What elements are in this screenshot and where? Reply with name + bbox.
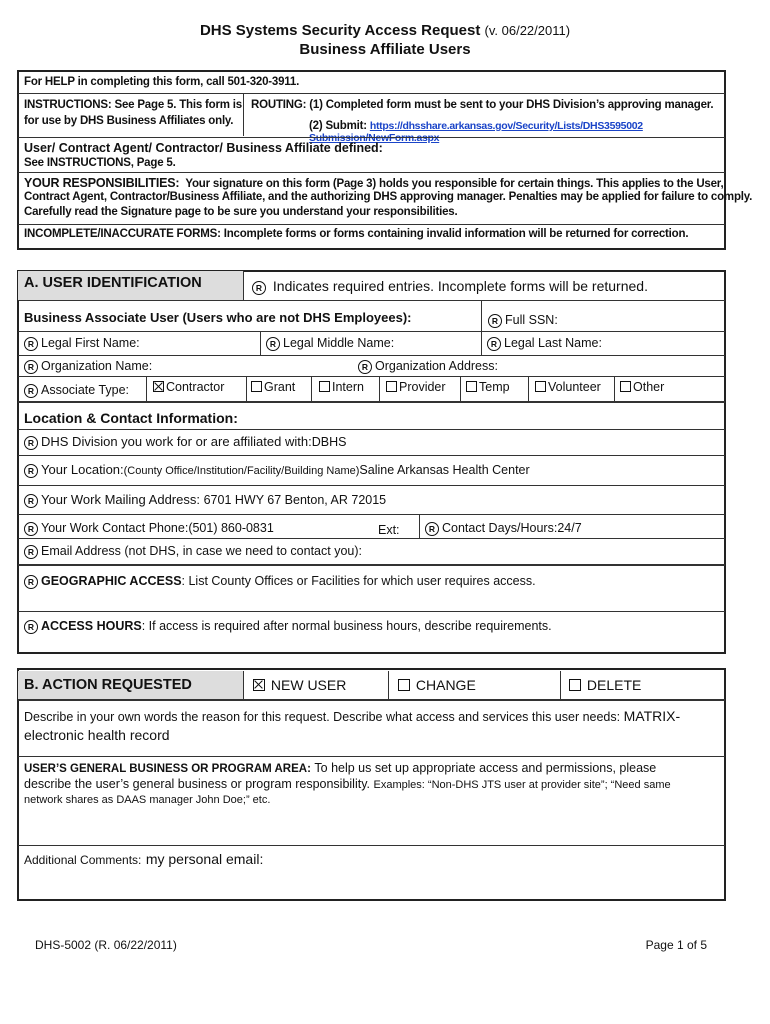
type-intern-label: Intern	[332, 380, 364, 394]
geographic-access-label: GEOGRAPHIC ACCESS	[41, 574, 182, 588]
type-provider-checkbox[interactable]	[386, 380, 446, 394]
location-label: Your Location:	[41, 462, 124, 477]
type-grant-checkbox[interactable]	[251, 380, 295, 394]
required-mark-icon: R	[24, 575, 38, 589]
request-reason-label: Describe in your own words the reason for this request. Describe what access and services this user needs:	[24, 710, 621, 724]
mailing-address-field[interactable]	[24, 492, 386, 508]
form-subtitle: Business Affiliate Users	[299, 41, 471, 58]
defined-note: See INSTRUCTIONS, Page 5.	[24, 157, 176, 169]
organization-name-label: Organization Name:	[41, 359, 153, 373]
division-value: DBHS	[311, 435, 347, 449]
action-change-checkbox[interactable]	[398, 677, 476, 693]
type-volunteer-checkbox[interactable]	[535, 380, 601, 394]
action-delete-checkbox[interactable]	[569, 677, 641, 693]
organization-address-label: Organization Address:	[375, 359, 498, 373]
instructions-line2: for use by DHS Business Affiliates only.	[24, 115, 234, 127]
division-label: DHS Division you work for or are affiliated with:	[41, 434, 312, 449]
contact-days-label: Contact Days/Hours:	[442, 521, 558, 535]
request-reason-value-2: electronic health record	[24, 727, 170, 743]
geographic-access-text: : List County Offices or Facilities for which user requires access.	[181, 574, 536, 588]
form-title-text: DHS Systems Security Access Request	[199, 22, 481, 39]
work-phone-field[interactable]	[24, 521, 274, 536]
access-hours-text: : If access is required after normal business hours, describe requirements.	[141, 619, 552, 633]
last-name-field[interactable]	[487, 336, 602, 351]
access-hours-label: ACCESS HOURS	[41, 619, 142, 633]
business-area-line1: To help us set up appropriate access and permissions, please	[314, 761, 657, 775]
organization-name-field[interactable]	[24, 359, 152, 374]
full-ssn-field[interactable]	[488, 313, 558, 328]
checkbox-icon	[386, 381, 397, 392]
incomplete-forms-note: INCOMPLETE/INACCURATE FORMS: Incomplete forms or forms containing invalid information will be returned for correction.	[24, 228, 689, 240]
checkbox-icon	[466, 381, 477, 392]
required-mark-icon: R	[24, 545, 38, 559]
checkbox-icon	[398, 679, 410, 691]
responsibilities-line3: Carefully read the Signature page to be sure you understand your responsibilities.	[24, 206, 458, 218]
required-mark-icon: R	[24, 522, 38, 536]
mailing-address-value: 6701 HWY 67 Benton, AR 72015	[203, 493, 387, 507]
organization-address-field[interactable]	[358, 359, 498, 374]
division-field[interactable]	[24, 434, 346, 450]
submission-link[interactable]: https://dhsshare.arkansas.gov/Security/Lists/DHS3595002 Submission/NewForm.aspx	[309, 120, 643, 144]
required-mark-icon: R	[24, 337, 38, 351]
type-intern-checkbox[interactable]	[319, 380, 364, 394]
responsibilities-line2: Contract Agent, Contractor/Business Affiliate, and the authorizing DHS approving manager. Penalties may be applied for failure to comply.	[24, 191, 753, 203]
business-area-field[interactable]	[24, 761, 714, 808]
checked-box-icon	[253, 679, 265, 691]
required-note-text: Indicates required entries. Incomplete forms will be returned.	[272, 278, 648, 294]
business-associate-heading: Business Associate User (Users who are not DHS Employees):	[24, 310, 412, 325]
required-mark-icon: R	[24, 360, 38, 374]
required-mark-icon: R	[24, 464, 38, 478]
business-area-examples1: Examples: “Non-DHS JTS user at provider site”; “Need same	[373, 779, 671, 791]
business-area-heading: USER’S GENERAL BUSINESS OR PROGRAM AREA:	[24, 763, 311, 775]
responsibilities-line1: Your signature on this form (Page 3) holds you responsible for certain things. This applies to the User,	[185, 178, 724, 190]
location-field[interactable]	[24, 462, 530, 478]
checkbox-icon	[251, 381, 262, 392]
additional-comments-value: my personal email:	[145, 851, 264, 867]
ext-label[interactable]: Ext:	[378, 523, 400, 537]
geographic-access-field[interactable]	[24, 574, 536, 589]
section-a-heading: A. USER IDENTIFICATION	[18, 271, 243, 300]
associate-type-text: Associate Type:	[41, 383, 130, 397]
type-contractor-checkbox[interactable]	[153, 380, 224, 394]
required-mark-icon: R	[24, 384, 38, 398]
required-mark-icon: R	[24, 494, 38, 508]
routing-line1: ROUTING: (1) Completed form must be sent to your DHS Division’s approving manager.	[251, 99, 714, 111]
required-mark-icon: R	[488, 314, 502, 328]
location-hint: (County Office/Institution/Facility/Building Name)	[123, 465, 360, 477]
page-number: Page 1 of 5	[645, 938, 707, 952]
contact-days-value: 24/7	[557, 521, 582, 535]
required-mark-icon: R	[425, 522, 439, 536]
email-field[interactable]	[24, 544, 362, 559]
work-phone-value: (501) 860-0831	[188, 521, 274, 535]
additional-comments-field[interactable]	[24, 851, 263, 869]
associate-type-label	[24, 383, 129, 398]
action-new-user-checkbox[interactable]	[253, 677, 346, 693]
type-other-label: Other	[633, 380, 665, 394]
defined-heading: User/ Contract Agent/ Contractor/ Business Affiliate defined:	[24, 141, 383, 155]
checkbox-icon	[620, 381, 631, 392]
help-line: For HELP in completing this form, call 501-320-3911.	[24, 76, 300, 88]
section-b-heading: B. ACTION REQUESTED	[18, 671, 243, 699]
responsibilities-heading: YOUR RESPONSIBILITIES:	[24, 176, 180, 190]
required-note	[252, 278, 648, 295]
checkbox-icon	[569, 679, 581, 691]
required-mark-icon: R	[24, 620, 38, 634]
checked-box-icon	[153, 381, 164, 392]
first-name-field[interactable]	[24, 336, 140, 351]
type-volunteer-label: Volunteer	[548, 380, 601, 394]
type-contractor-label: Contractor	[166, 380, 225, 394]
first-name-label: Legal First Name:	[41, 336, 140, 350]
form-id: DHS-5002 (R. 06/22/2011)	[35, 938, 177, 952]
instructions-line1: INSTRUCTIONS: See Page 5. This form is	[24, 99, 242, 111]
middle-name-field[interactable]	[266, 336, 394, 351]
location-value: Saline Arkansas Health Center	[359, 463, 530, 477]
required-mark-icon: R	[358, 360, 372, 374]
type-grant-label: Grant	[264, 380, 296, 394]
additional-comments-label: Additional Comments:	[24, 853, 142, 867]
form-version: (v. 06/22/2011)	[484, 23, 571, 38]
checkbox-icon	[319, 381, 330, 392]
contact-days-field[interactable]	[425, 521, 582, 536]
access-hours-field[interactable]	[24, 619, 552, 634]
required-mark-icon: R	[24, 436, 38, 450]
type-temp-checkbox[interactable]	[466, 380, 510, 394]
checkbox-icon	[535, 381, 546, 392]
action-delete-label: DELETE	[586, 677, 642, 693]
required-mark-icon: R	[252, 281, 266, 295]
location-contact-heading: Location & Contact Information:	[24, 410, 238, 426]
last-name-label: Legal Last Name:	[504, 336, 602, 350]
business-area-examples2: network shares as DAAS manager John Doe;” etc.	[24, 794, 271, 806]
action-new-user-label: NEW USER	[270, 677, 347, 693]
type-provider-label: Provider	[399, 380, 446, 394]
middle-name-label: Legal Middle Name:	[283, 336, 395, 350]
email-label: Email Address (not DHS, in case we need to contact you):	[41, 544, 362, 558]
type-temp-label: Temp	[479, 380, 510, 394]
business-area-line2: describe the user’s general business or program responsibility.	[24, 777, 371, 791]
form-title	[0, 22, 770, 39]
required-mark-icon: R	[487, 337, 501, 351]
action-change-label: CHANGE	[415, 677, 476, 693]
required-mark-icon: R	[266, 337, 280, 351]
mailing-address-label: Your Work Mailing Address:	[41, 492, 200, 507]
request-reason-value-1: MATRIX-	[623, 708, 681, 724]
routing-submit-label: (2) Submit:	[309, 120, 367, 132]
work-phone-label: Your Work Contact Phone:	[41, 521, 189, 535]
full-ssn-label: Full SSN:	[505, 313, 558, 327]
request-reason-field[interactable]	[24, 708, 714, 724]
type-other-checkbox[interactable]	[620, 380, 664, 394]
